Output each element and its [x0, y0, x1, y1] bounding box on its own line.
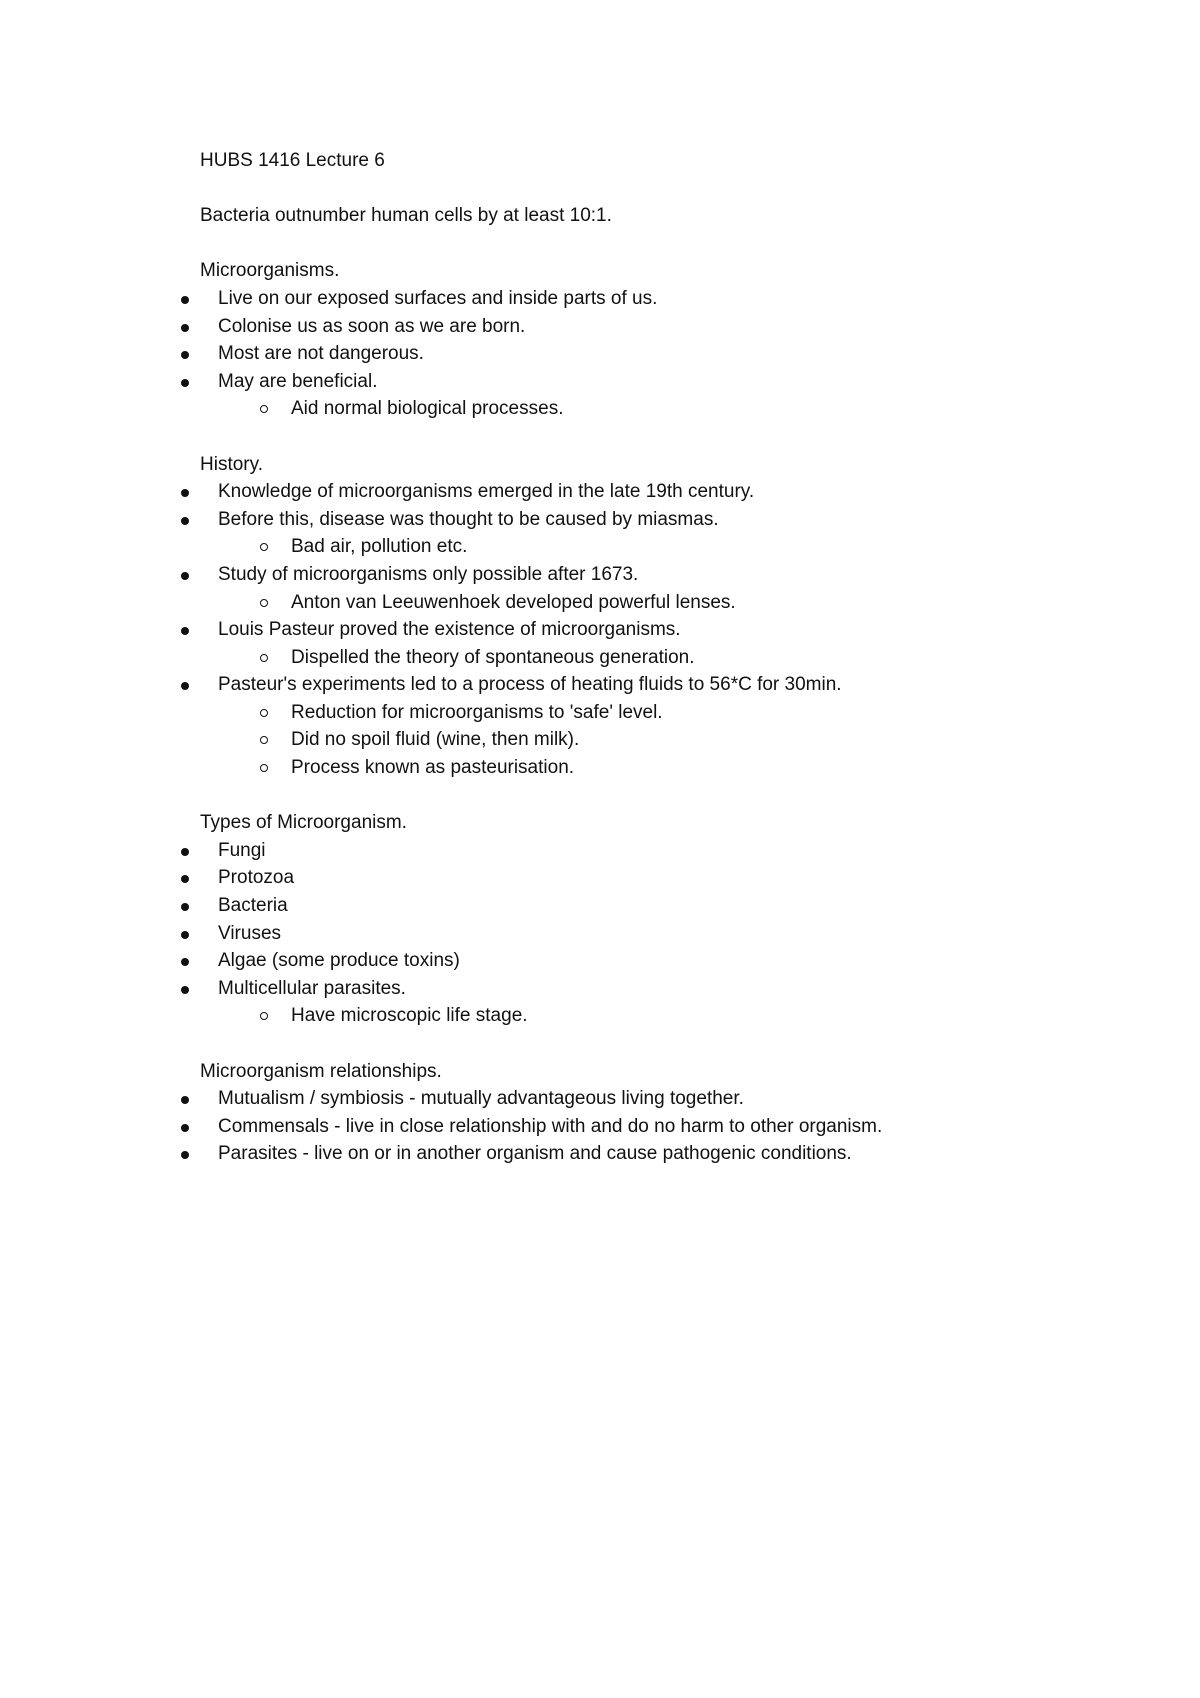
bullet-icon: [181, 572, 189, 580]
list-item: [0, 285, 1200, 313]
list-item-text: May are beneficial.: [218, 370, 378, 392]
list-item-text: Colonise us as soon as we are born.: [218, 315, 526, 337]
section-heading: Types of Microorganism.: [200, 812, 407, 834]
bullet-list: [0, 285, 1200, 423]
bullet-icon: [181, 379, 189, 387]
list-item: [0, 947, 1200, 975]
sub-list-item: [0, 754, 1200, 782]
hollow-bullet-icon: [260, 654, 268, 662]
hollow-bullet-icon: [260, 709, 268, 717]
bullet-icon: [181, 848, 189, 856]
sub-list-item: [0, 644, 1200, 672]
intro-paragraph: Bacteria outnumber human cells by at least 10:1.: [200, 205, 612, 227]
sub-list-item: [0, 699, 1200, 727]
bullet-list: [0, 478, 1200, 782]
document-body: [0, 147, 1200, 1168]
list-item: [0, 975, 1200, 1003]
bullet-icon: [181, 931, 189, 939]
sub-list-item-text: Reduction for microorganisms to 'safe' level.: [291, 701, 663, 723]
list-item: [0, 616, 1200, 644]
list-item-text: Bacteria: [218, 895, 288, 917]
sub-bullet-list: [0, 589, 1200, 617]
bullet-icon: [181, 489, 189, 497]
list-item-text: Fungi: [218, 839, 266, 861]
sub-list-item: [0, 395, 1200, 423]
bullet-icon: [181, 1096, 189, 1104]
list-item-text: Mutualism / symbiosis - mutually advantageous living together.: [218, 1088, 744, 1110]
sections-container: [0, 230, 1200, 1168]
list-item: [0, 671, 1200, 699]
list-item-text: Parasites - live on or in another organism and cause pathogenic conditions.: [218, 1143, 852, 1165]
list-item-text: Commensals - live in close relationship with and do no harm to other organism.: [218, 1115, 883, 1137]
document-title: HUBS 1416 Lecture 6: [200, 150, 385, 171]
bullet-icon: [181, 1151, 189, 1159]
list-item-text: Algae (some produce toxins): [218, 950, 460, 972]
hollow-bullet-icon: [260, 764, 268, 772]
sub-bullet-list: [0, 395, 1200, 423]
bullet-icon: [181, 296, 189, 304]
bullet-list: [0, 837, 1200, 1030]
bullet-icon: [181, 903, 189, 911]
sub-bullet-list: [0, 644, 1200, 672]
sub-list-item-text: Aid normal biological processes.: [291, 398, 564, 420]
section-heading: History.: [200, 453, 263, 475]
hollow-bullet-icon: [260, 1012, 268, 1020]
sub-list-item-text: Did no spoil fluid (wine, then milk).: [291, 729, 580, 751]
sub-bullet-list: [0, 1002, 1200, 1030]
list-item-text: Viruses: [218, 922, 282, 944]
spacer: [0, 1030, 1200, 1058]
sub-list-item-text: Dispelled the theory of spontaneous generation.: [291, 646, 695, 668]
list-item: [0, 478, 1200, 506]
sub-list-item-text: Have microscopic life stage.: [291, 1005, 528, 1027]
list-item-text: Louis Pasteur proved the existence of microorganisms.: [218, 619, 681, 641]
list-item: [0, 1140, 1200, 1168]
list-item: [0, 1113, 1200, 1141]
list-item: [0, 340, 1200, 368]
bullet-icon: [181, 986, 189, 994]
bullet-list: [0, 1085, 1200, 1168]
spacer: [0, 782, 1200, 810]
sub-list-item-text: Anton van Leeuwenhoek developed powerful lenses.: [291, 591, 736, 613]
list-item: [0, 1085, 1200, 1113]
list-item-text: Multicellular parasites.: [218, 977, 406, 999]
list-item-text: Protozoa: [218, 867, 295, 889]
list-item-text: Pasteur's experiments led to a process of heating fluids to 56*C for 30min.: [218, 674, 842, 696]
list-item-text: Knowledge of microorganisms emerged in the late 19th century.: [218, 481, 755, 503]
sub-list-item: [0, 589, 1200, 617]
list-item-text: Live on our exposed surfaces and inside parts of us.: [218, 287, 658, 309]
bullet-icon: [181, 517, 189, 525]
bullet-icon: [181, 351, 189, 359]
sub-list-item-text: Process known as pasteurisation.: [291, 757, 575, 779]
sub-bullet-list: [0, 533, 1200, 561]
bullet-icon: [181, 875, 189, 883]
bullet-icon: [181, 958, 189, 966]
bullet-icon: [181, 1124, 189, 1132]
hollow-bullet-icon: [260, 736, 268, 744]
list-item: [0, 561, 1200, 589]
bullet-icon: [181, 324, 189, 332]
section-heading: Microorganisms.: [200, 260, 340, 282]
spacer: [0, 175, 1200, 203]
list-item: [0, 892, 1200, 920]
section-heading: Microorganism relationships.: [200, 1060, 442, 1082]
bullet-icon: [181, 627, 189, 635]
list-item-text: Before this, disease was thought to be caused by miasmas.: [218, 508, 719, 530]
list-item: [0, 864, 1200, 892]
sub-list-item: [0, 533, 1200, 561]
sub-bullet-list: [0, 699, 1200, 782]
sub-list-item: [0, 726, 1200, 754]
sub-list-item: [0, 1002, 1200, 1030]
list-item: [0, 313, 1200, 341]
sub-list-item-text: Bad air, pollution etc.: [291, 536, 468, 558]
hollow-bullet-icon: [260, 405, 268, 413]
list-item-text: Study of microorganisms only possible after 1673.: [218, 563, 639, 585]
list-item-text: Most are not dangerous.: [218, 343, 424, 365]
hollow-bullet-icon: [260, 543, 268, 551]
list-item: [0, 837, 1200, 865]
spacer: [0, 230, 1200, 258]
list-item: [0, 920, 1200, 948]
bullet-icon: [181, 682, 189, 690]
hollow-bullet-icon: [260, 599, 268, 607]
list-item: [0, 506, 1200, 534]
spacer: [0, 423, 1200, 451]
list-item: [0, 368, 1200, 396]
